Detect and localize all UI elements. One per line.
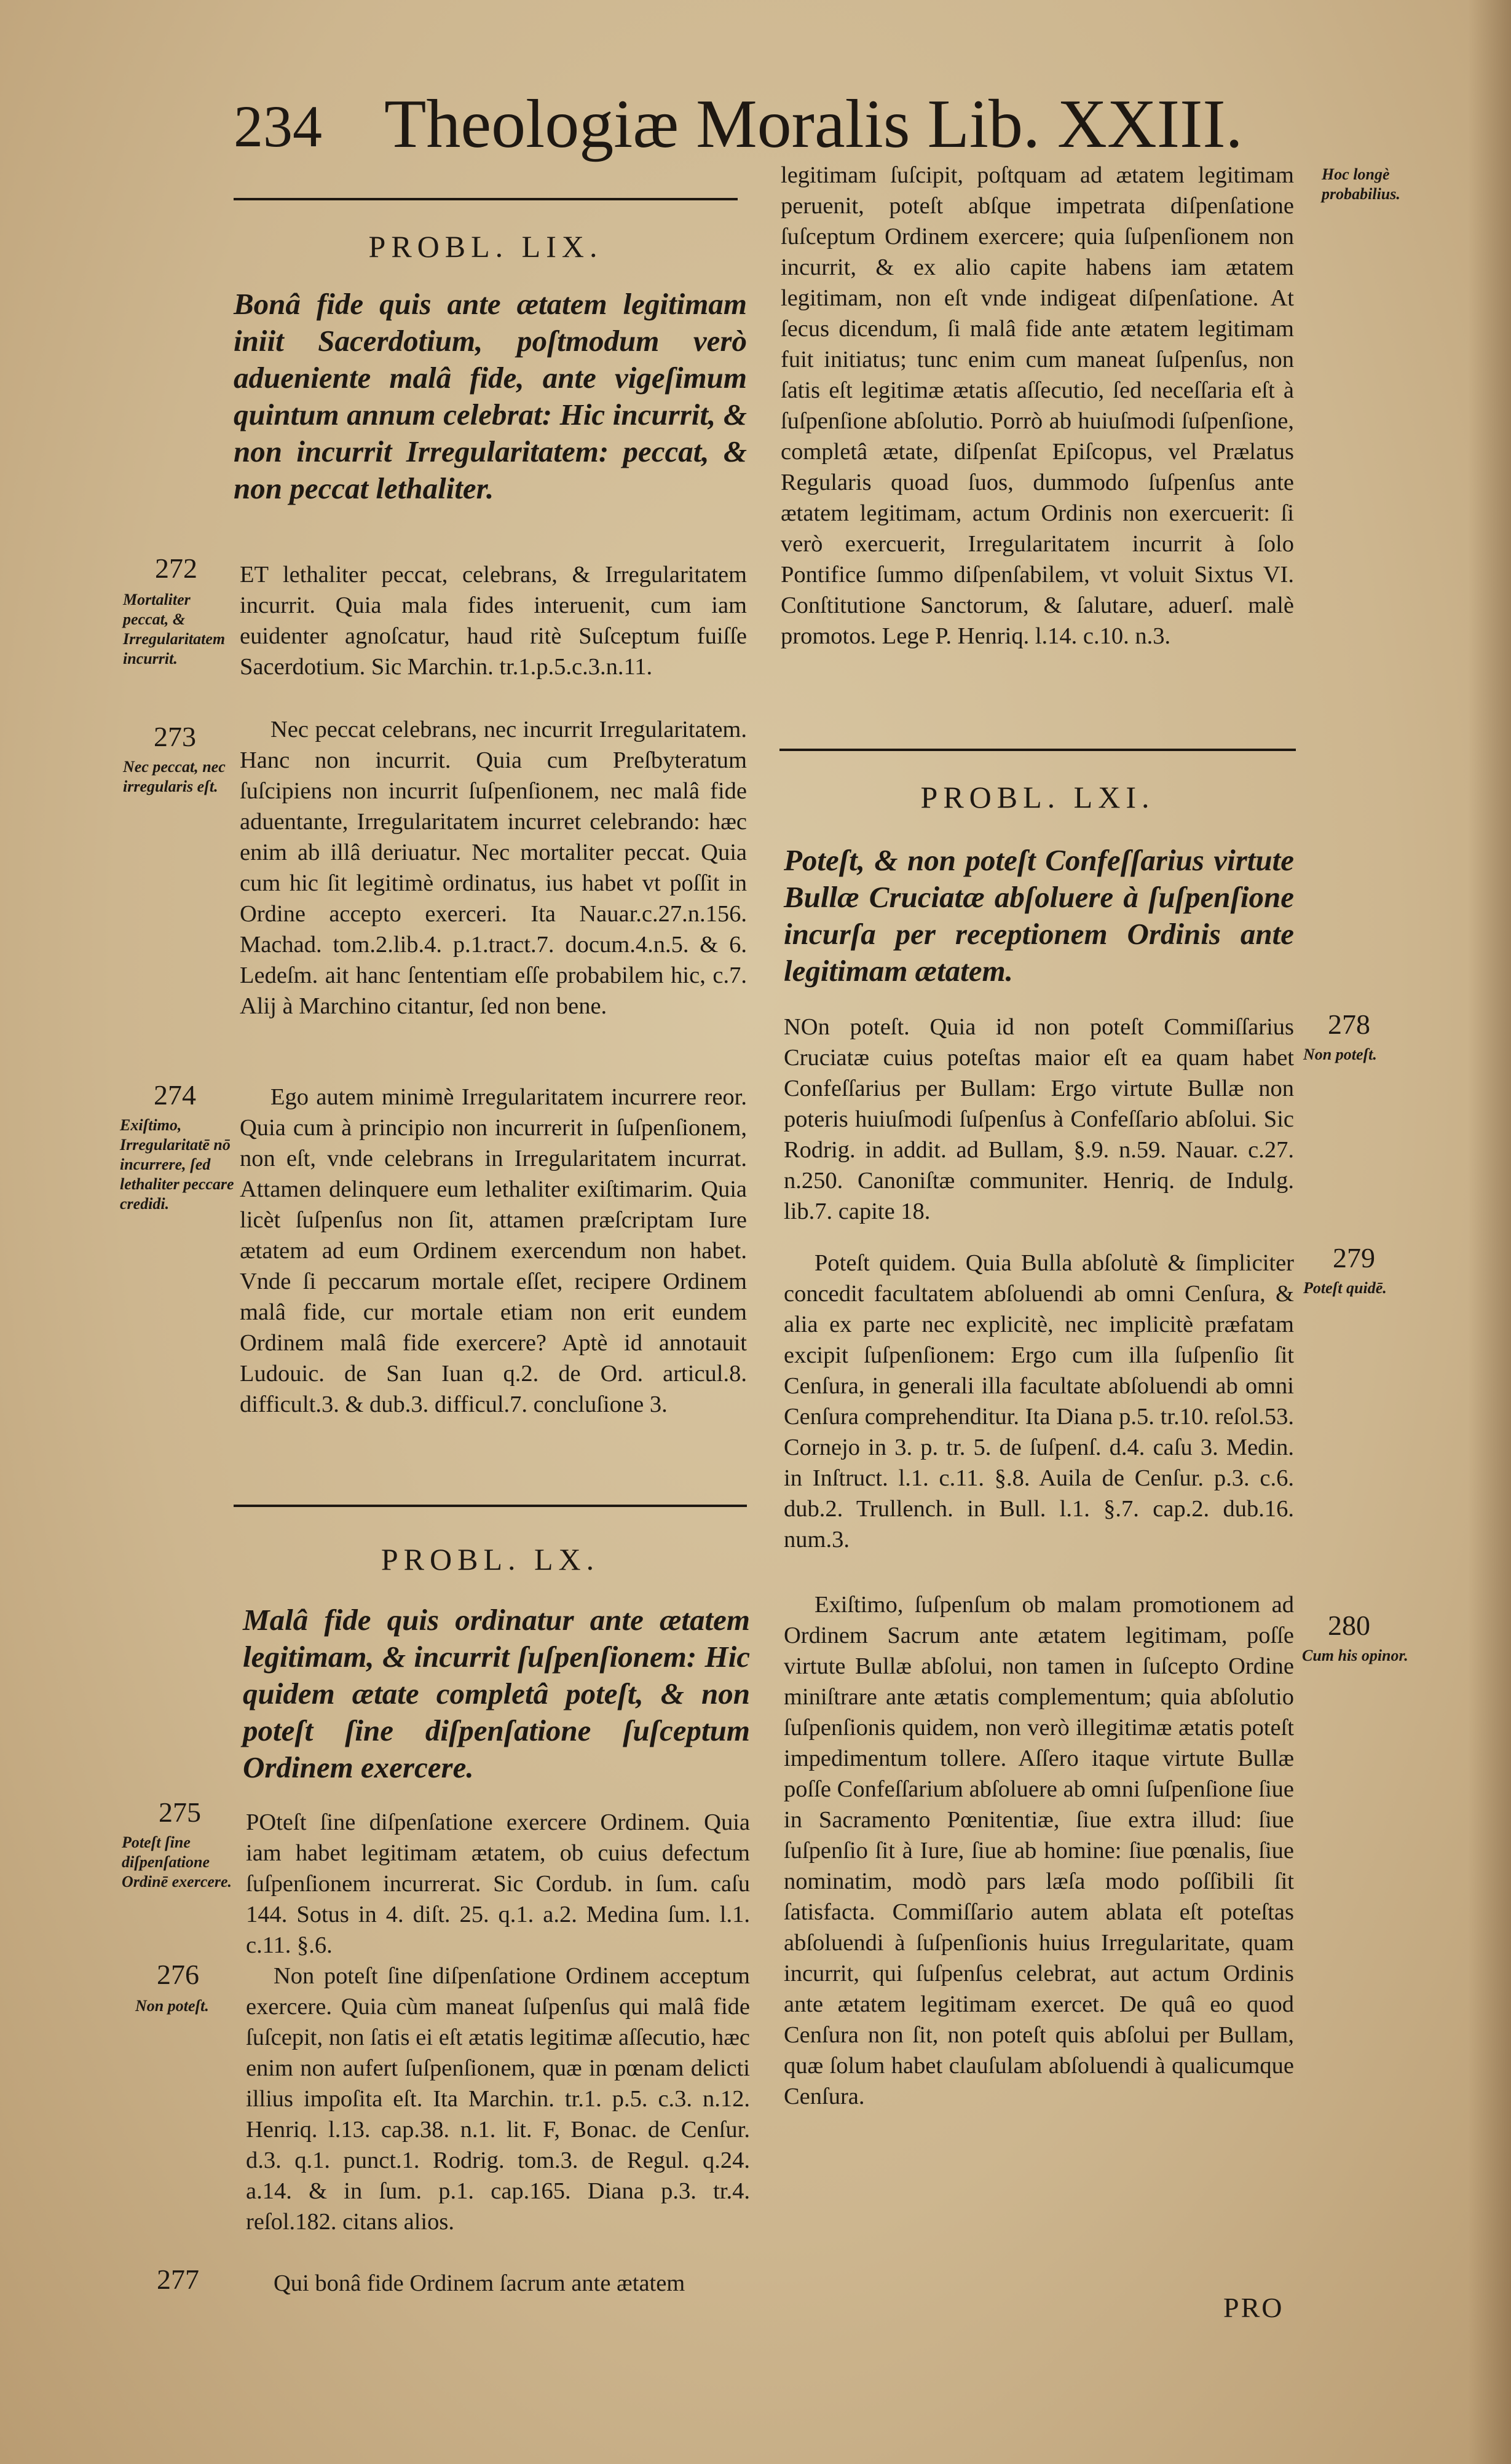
margin-note: Cum his opinor. [1302, 1647, 1408, 1664]
section-rule [234, 1505, 747, 1507]
paragraph-number: 272 [155, 553, 197, 584]
problem-lx-heading: PROBL. LX. [381, 1542, 600, 1576]
paragraph-277 [246, 2268, 750, 2300]
problem-lxi-heading: PROBL. LXI. [920, 780, 1155, 814]
margin-note: Poteſt quidē. [1303, 1279, 1387, 1297]
paragraph-text: POteſt ſine diſpenſatione exercere Ordinem. Quia iam habet legitimam ætatem, ob cuius defectum ſuſpenſionem incurrerat. Sic Cordub. in ſum. caſu 144. Sotus in 4. diſt. 25. q.1. a.2. Medina ſum. l.1. c.11. §.6. [246, 1809, 750, 1958]
paragraph-text: Poteſt quidem. Quia Bulla abſolutè & ſimpliciter concedit facultatem abſoluendi ab omni Cenſura, & alia ex parte nec explicitè, nec implicitè præfatam excipit ſuſpenſionem: Ergo cum illa ſuſpenſio ſit Cenſura, in generali illa facultate abſoluendi ab omni Cenſura comprehenditur. Ita Diana p.5. tr.10. reſol.53. Cornejo in 3. p. tr. 5. de ſuſpenſ. d.4. caſu 3. Medin. in Inſtruct. l.1. c.11. §.8. Auila de Cenſur. p.3. c.6. dub.2. Trullench. in Bull. l.1. §.7. cap.2. dub.16. num.3. [784, 1250, 1294, 1553]
page-spine-shadow [1468, 0, 1511, 2464]
margin-note: Nec peccat, nec irregularis eſt. [123, 758, 226, 795]
margin-note: Mortaliter peccat, & Irregularitatem incurrit. [123, 591, 226, 667]
section-rule [779, 749, 1296, 751]
paragraph-number: 278 [1328, 1009, 1370, 1040]
paragraph-text: Non poteſt ſine diſpenſatione Ordinem acceptum exercere. Quia cùm maneat ſuſpenſus qui malâ fide ſuſcepit, non ſatis ei eſt ætatis legitimæ aſſecutio, hæc enim non aufert ſuſpenſionem, quæ in pœnam delicti illius impoſita eſt. Ita Marchin. tr.1. p.5. c.3. n.12. Henriq. l.13. cap.38. n.1. lit. F, Bonac. de Cenſur. d.3. q.1. punct.1. Rodrig. tom.3. de Regul. q.24. a.14. & in ſum. p.1. cap.165. Diana p.3. tr.4. reſol.182. citans alios. [246, 1963, 750, 2235]
paragraph-272 [240, 559, 747, 713]
page-number: 234 [234, 93, 322, 159]
running-title: Theologiæ Moralis Lib. XXIII. [384, 86, 1243, 162]
paragraph-number: 277 [157, 2264, 199, 2295]
problem-lix-question: Bonâ fide quis ante ætatem legitimam iniit Sacerdotium, poſtmodum verò adueniente malâ fide, ante vigeſimum quintum annum celebrat: Hic incurrit, & non incurrit Irregularitatem: peccat, & non peccat lethaliter. [234, 287, 747, 505]
problem-lix-heading: PROBL. LIX. [368, 229, 603, 264]
margin-note: Non poteſt. [1303, 1045, 1377, 1063]
paragraph-278 [784, 1012, 1294, 1245]
margin-note: Hoc longè probabilius. [1322, 165, 1400, 203]
paragraph-text: Ego autem minimè Irregularitatem incurrere reor. Quia cum à principio non incurrerit in ſuſpenſionem, non eſt, vnde celebrans in Irregularitatem incurrat. Attamen delinquere eum lethaliter exiſtimarim. Quia licèt ſuſpenſus non ſit, attamen præſcriptam Iure ætatem ad eum Ordinem exercendum non habet. Vnde ſi peccarum mortale eſſet, recipere Ordinem malâ fide, cur mortale etiam non erit eundem Ordinem malâ fide exercere? Aptè id annotauit Ludouic. de San Iuan q.2. de Ord. articul.8. difficult.3. & dub.3. difficul.7. concluſione 3. [240, 1084, 747, 1417]
problem-lxi-question: Poteſt, & non poteſt Confeſſarius virtute Bullæ Cruciatæ abſoluere à ſuſpenſione incurſa per receptionem Ordinis ante legitimam ætatem. [784, 843, 1294, 988]
running-header [234, 74, 1279, 166]
paragraph-text: NOn poteſt. Quia id non poteſt Commiſſarius Cruciatæ cuius poteſtas maior eſt ea quam habet Confeſſarius per Bullam: Ergo virtute Bullæ non poteris huiuſmodi ſuſpenſus à Confeſſario abſolui. Sic Rodrig. in addit. ad Bullam, §.9. n.59. Nauar. c.27. n.250. Canoniſtæ communiter. Henriq. de Indulg. lib.7. capite 18. [784, 1014, 1294, 1224]
problem-lx-question: Malâ fide quis ordinatur ante ætatem legitimam, & incurrit ſuſpenſionem: Hic quidem ætate completâ poteſt, & non poteſt ſine diſpenſatione ſuſceptum Ordinem exercere. [243, 1603, 750, 1784]
margin-note: Exiſtimo, Irregularitatē nō incurrere, ſed lethaliter peccare credidi. [120, 1116, 234, 1213]
paragraph-text: legitimam ſuſcipit, poſtquam ad ætatem legitimam peruenit, poteſt abſque impetrata diſpenſatione ſuſceptum Ordinem exercere; quia ſuſpenſionem non incurrit, & ex alio capite habens iam ætatem legitimam, non eſt vnde indigeat diſpenſatione. At ſecus dicendum, ſi malâ fide ante ætatem legitimam fuit initiatus; tunc enim cum maneat ſuſpenſus, non ſatis eſt legitimæ ætatis aſſecutio, ſed neceſſaria eſt à ſuſpenſione abſolutio. Porrò ab huiuſmodi ſuſpenſione, completâ ætate, diſpenſat Epiſcopus, vel Prælatus Regularis quoad ſuos, dummodo ſuſpenſus ante ætatem legitimam, actum Ordinis non exercuerit: ſi verò exercuerit, Irregularitatem incurrit à ſolo Pontifice ſummo diſpenſabilem, vt voluit Sixtus VI. Conſtitutione Sanctorum, & ſalutare, aduerſ. malè promotos. Lege P. Henriq. l.14. c.10. n.3. [781, 162, 1294, 649]
paragraph-text: Qui bonâ fide Ordinem ſacrum ante ætatem [274, 2270, 685, 2296]
paragraph-276 [246, 1961, 750, 2268]
paragraph-number: 275 [159, 1797, 201, 1828]
header-rule-left [234, 198, 738, 200]
catchword: PRO [1223, 2292, 1284, 2323]
paragraph-273 [240, 714, 747, 1077]
paragraph-number: 279 [1333, 1242, 1375, 1273]
margin-note: Poteſt ſine diſpenſatione Ordinē exercere. [122, 1833, 232, 1891]
paragraph-number: 273 [154, 721, 196, 752]
paragraph-275 [246, 1807, 750, 1958]
paragraph-text: Exiſtimo, ſuſpenſum ob malam promotionem ad Ordinem Sacrum ante ætatem legitimam, poſſe virtute Bullæ abſolui, non tamen in ſuſcepto Ordine miniſtrare ante ætatis complementum; quia abſolutio ſuſpenſionis quidem, non verò illegitimæ ætatis poteſt impedimentum tollere. Aſſero itaque virtute Bullæ poſſe Confeſſarium abſoluere ab omni ſuſpenſione ſiue in Sacramento Pœnitentiæ, ſiue extra illud: ſiue ſuſpenſio ſit à Iure, ſiue ab homine: ſiue pœnalis, ſiue nominatim, modò pars læſa modo poſſibili ſit ſatisfacta. Commiſſario autem ablata eſt poteſtas abſoluendi à ſuſpenſionis huius Irregularitate, quam incurrit, qui ſuſpenſus celebrat, aut actum Ordinis ante ætatem legitimam exercet. De quâ eo quod Cenſura non ſit, non poteſt quis abſolui per Bullam, quæ ſolum habet clauſulam abſoluendi à qualicumque Cenſura. [784, 1592, 1294, 2109]
paragraph-274 [240, 1082, 747, 1481]
paragraph-number: 276 [157, 1959, 199, 1990]
paragraph-279 [784, 1248, 1294, 1586]
paragraph-number: 274 [154, 1079, 196, 1111]
margin-note: Non poteſt. [135, 1997, 209, 2015]
paragraph-number: 280 [1328, 1610, 1370, 1641]
paragraph-continuation [781, 160, 1294, 713]
paragraph-text: Nec peccat celebrans, nec incurrit Irregularitatem. Hanc non incurrit. Quia cum Preſbyteratum ſuſcipiens non incurrit ſuſpenſionem, nec malâ fide aduentante, Irregularitatem incurret celebrando: hæc enim ab illâ deriuatur. Nec mortaliter peccat. Quia cum hic ſit legitimè ordinatus, ius habet vt poſſit in Ordine accepto exerceri. Ita Nauar.c.27.n.156. Machad. tom.2.lib.4. p.1.tract.7. docum.4.n.5. & 6. Ledeſm. ait hanc ſententiam eſſe probabilem hic, c.7. Alij à Marchino citantur, ſed non bene. [240, 717, 747, 1019]
paragraph-280 [784, 1589, 1294, 2179]
paragraph-text: ET lethaliter peccat, celebrans, & Irregularitatem incurrit. Quia mala fides interuenit, cum iam euidenter agnoſcatur, haud ritè Suſceptum fuiſſe Sacerdotium. Sic Marchin. tr.1.p.5.c.3.n.11. [240, 562, 747, 680]
